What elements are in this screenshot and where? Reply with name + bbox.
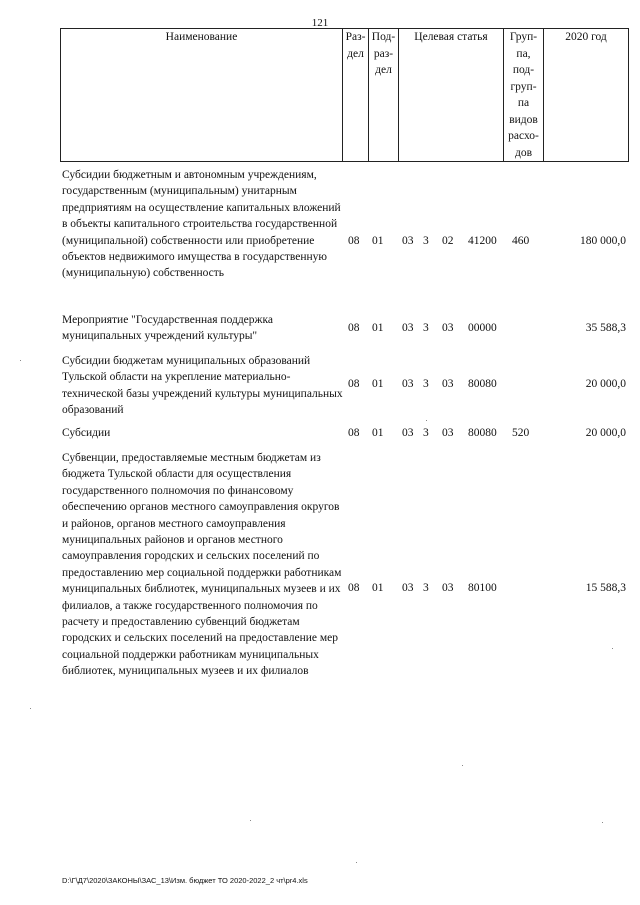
scan-speck xyxy=(612,648,613,649)
target-article-part-4: 80080 xyxy=(468,427,497,439)
group-cell: 460 xyxy=(512,235,530,247)
table-row xyxy=(62,425,626,443)
target-article-part-4: 80100 xyxy=(468,582,497,594)
amount-cell: 15 588,3 xyxy=(585,582,626,594)
scan-speck xyxy=(426,420,427,421)
group-cell: 520 xyxy=(512,427,530,439)
table-row xyxy=(62,312,626,346)
podrazdel-cell: 01 xyxy=(372,235,384,247)
target-article-part-3: 03 xyxy=(442,582,454,594)
row-name: Мероприятие "Государственная поддержка муниципальных учреждений культуры" xyxy=(62,314,274,343)
file-path-footer: D:\Г\Д7\2020\ЗАКОНЫ\ЗАС_13\Изм. бюджет ТО 2020-2022_2 чт\pr4.xls xyxy=(62,876,308,885)
target-article-part-3: 03 xyxy=(442,427,454,439)
header-group: Груп- па, под- груп- па видов расхо- дов xyxy=(504,29,544,162)
row-name: Субсидии бюджетным и автономным учреждениям, государственным (муниципальным) унитарным предприятиям на осуществление капитальных вложений в объекты капитального строительства государственной (муниципальной) собственности или приобретение объектов недвижимого имущества в государственную (муниципальную) собственность xyxy=(62,169,341,280)
razdel-cell: 08 xyxy=(348,427,360,439)
target-article-part-4: 80080 xyxy=(468,378,497,390)
header-name: Наименование xyxy=(61,29,343,162)
header-podrazdel: Под- раз- дел xyxy=(369,29,399,162)
header-target-article: Целевая статья xyxy=(399,29,504,162)
table-row xyxy=(62,450,626,730)
target-article-part-1: 03 xyxy=(402,378,414,390)
podrazdel-cell: 01 xyxy=(372,427,384,439)
target-article-part-2: 3 xyxy=(423,235,429,247)
table-row xyxy=(62,353,626,419)
scan-speck xyxy=(602,822,603,823)
amount-cell: 35 588,3 xyxy=(585,322,626,334)
scan-speck xyxy=(250,820,251,821)
podrazdel-cell: 01 xyxy=(372,322,384,334)
scan-speck xyxy=(356,862,357,863)
target-article-part-4: 41200 xyxy=(468,235,497,247)
podrazdel-cell: 01 xyxy=(372,378,384,390)
target-article-part-2: 3 xyxy=(423,582,429,594)
razdel-cell: 08 xyxy=(348,582,360,594)
target-article-part-2: 3 xyxy=(423,427,429,439)
target-article-part-1: 03 xyxy=(402,235,414,247)
razdel-cell: 08 xyxy=(348,322,360,334)
scan-speck xyxy=(462,765,463,766)
row-name: Субвенции, предоставляемые местным бюджетам из бюджета Тульской области для осуществления государственного полномочия по финансовому обеспечению органов местного самоуправления округов и районов, органов местного самоуправления муниципальных районов и органов местного самоуправления городских и сельских поселений по предоставлению мер социальной поддержки работникам муниципальных библиотек, муниципальных музеев и их филиалов, а также государственного полномочия по расчету и предоставлению субвенций бюджетам городских и сельских поселений на предоставление мер социальной поддержки работникам муниципальных библиотек, муниципальных музеев и их филиалов xyxy=(62,452,342,678)
target-article-part-1: 03 xyxy=(402,322,414,334)
razdel-cell: 08 xyxy=(348,378,360,390)
amount-cell: 180 000,0 xyxy=(580,235,626,247)
row-name: Субсидии бюджетам муниципальных образований Тульской области на укрепление материально-технической базы учреждений культуры муниципальных образований xyxy=(62,355,343,417)
target-article-part-1: 03 xyxy=(402,427,414,439)
header-razdel: Раз- дел xyxy=(343,29,369,162)
target-article-part-2: 3 xyxy=(423,322,429,334)
target-article-part-3: 03 xyxy=(442,378,454,390)
amount-cell: 20 000,0 xyxy=(585,378,626,390)
target-article-part-2: 3 xyxy=(423,378,429,390)
target-article-part-3: 02 xyxy=(442,235,454,247)
table-header xyxy=(60,28,629,162)
target-article-part-3: 03 xyxy=(442,322,454,334)
target-article-part-4: 00000 xyxy=(468,322,497,334)
razdel-cell: 08 xyxy=(348,235,360,247)
header-year: 2020 год xyxy=(544,29,629,162)
target-article-part-1: 03 xyxy=(402,582,414,594)
page-number: 121 xyxy=(311,17,329,29)
row-name: Субсидии xyxy=(62,427,111,439)
scan-speck xyxy=(30,708,31,709)
scan-speck xyxy=(20,360,21,361)
table-row xyxy=(62,167,626,315)
amount-cell: 20 000,0 xyxy=(585,427,626,439)
podrazdel-cell: 01 xyxy=(372,582,384,594)
